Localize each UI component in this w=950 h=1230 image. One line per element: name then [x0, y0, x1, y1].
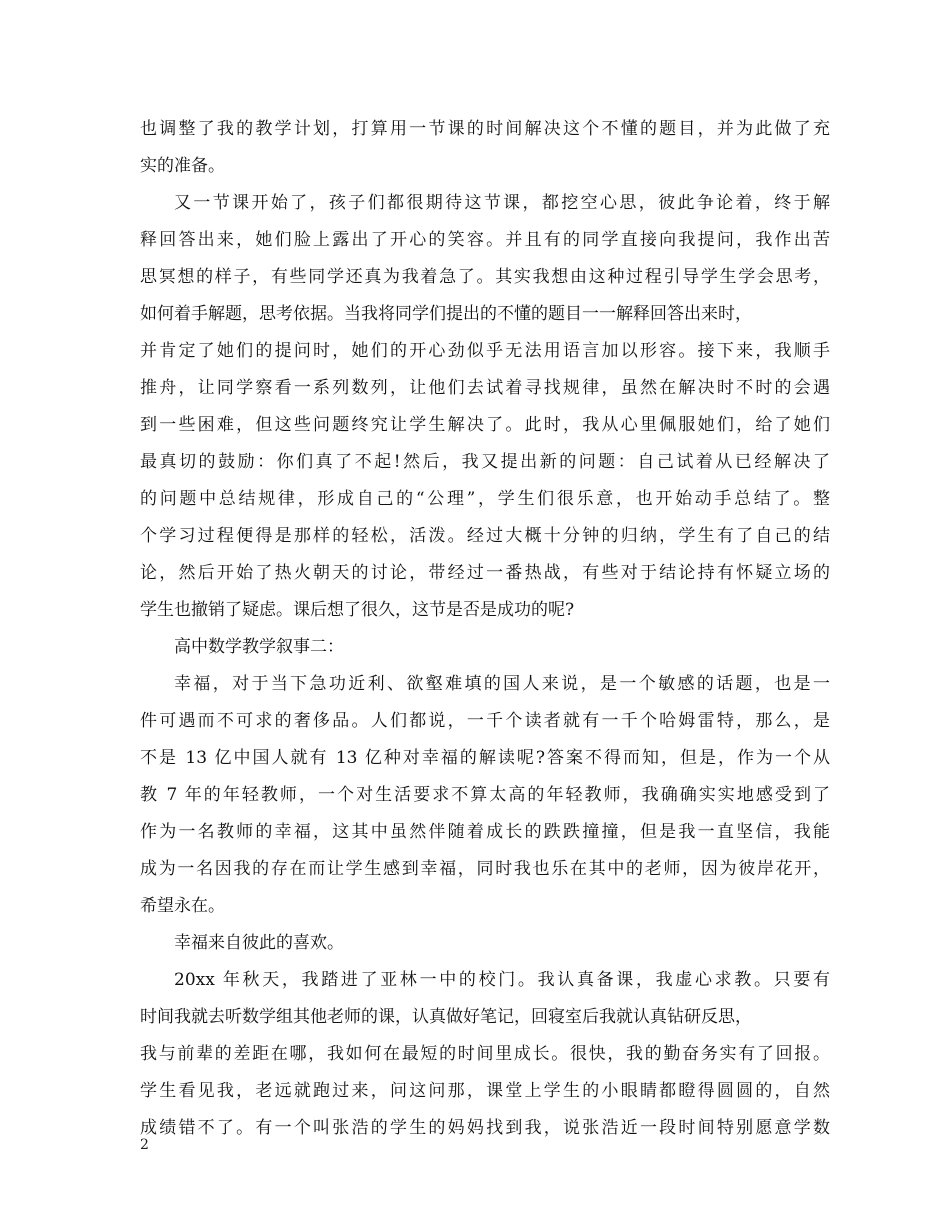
- text-line: 并肯定了她们的提问时，她们的开心劲似乎无法用语言加以形容。接下来，我顺手: [140, 341, 830, 361]
- text-line: 的问题中总结规律，形成自己的“公理”，学生们很乐意，也开始动手总结了。整: [140, 489, 830, 509]
- text-line: 幸福来自彼此的喜欢。: [174, 933, 344, 953]
- section-heading: 高中数学教学叙事二：: [174, 637, 344, 657]
- text-line: 实的准备。: [140, 156, 225, 176]
- text-line: 个学习过程便得是那样的轻松，活泼。经过大概十分钟的归纳，学生有了自己的结: [140, 526, 830, 546]
- text-line: 又一节课开始了，孩子们都很期待这节课，都挖空心思，彼此争论着，终于解: [174, 193, 830, 213]
- text-line: 作为一名教师的幸福，这其中虽然伴随着成长的跌跌撞撞，但是我一直坚信，我能: [140, 822, 830, 842]
- text-line: 到一些困难，但这些问题终究让学生解决了。此时，我从心里佩服她们，给了她们: [140, 415, 830, 435]
- text-line: 教 7 年的年轻教师，一个对生活要求不算太高的年轻教师，我确确实实地感受到了: [140, 785, 830, 805]
- text-line: 推舟，让同学察看一系列数列，让他们去试着寻找规律，虽然在解决时不时的会遇: [140, 378, 830, 398]
- text-line: 件可遇而不可求的奢侈品。人们都说，一千个读者就有一千个哈姆雷特，那么，是: [140, 711, 830, 731]
- text-line: 最真切的鼓励：你们真了不起!然后，我又提出新的问题：自己试着从已经解决了: [140, 452, 830, 472]
- text-line: 我与前辈的差距在哪，我如何在最短的时间里成长。很快，我的勤奋务实有了回报。: [140, 1044, 830, 1064]
- page-number: 2: [140, 1137, 149, 1153]
- text-line: 释回答出来，她们脸上露出了开心的笑容。并且有的同学直接向我提问，我作出苦: [140, 230, 830, 250]
- body-text: [140, 111, 830, 1147]
- text-line: 也调整了我的教学计划，打算用一节课的时间解决这个不懂的题目，并为此做了充: [140, 119, 830, 139]
- text-line: 20xx 年秋天，我踏进了亚林一中的校门。我认真备课，我虚心求教。只要有: [174, 970, 830, 990]
- text-line: 思冥想的样子，有些同学还真为我着急了。其实我想由这种过程引导学生学会思考，: [140, 267, 830, 287]
- text-line: 学生也撤销了疑虑。课后想了很久，这节是否是成功的呢?: [140, 600, 575, 620]
- text-line: 论，然后开始了热火朝天的讨论，带经过一番热战，有些对于结论持有怀疑立场的: [140, 563, 830, 583]
- text-line: 学生看见我，老远就跑过来，问这问那，课堂上学生的小眼睛都瞪得圆圆的，自然: [140, 1081, 830, 1101]
- text-line: 时间我就去听数学组其他老师的课，认真做好笔记，回寝室后我就认真钻研反思，: [140, 1007, 752, 1027]
- text-line: 不是 13 亿中国人就有 13 亿种对幸福的解读呢?答案不得而知，但是，作为一个从: [140, 748, 830, 768]
- text-line: 希望永在。: [140, 896, 225, 916]
- text-line: 幸福，对于当下急功近利、欲壑难填的国人来说，是一个敏感的话题，也是一: [174, 674, 830, 694]
- text-line: 成为一名因我的存在而让学生感到幸福，同时我也乐在其中的老师，因为彼岸花开，: [140, 859, 830, 879]
- text-line: 如何着手解题，思考依据。当我将同学们提出的不懂的题目一一解释回答出来时，: [140, 304, 752, 324]
- text-line: 成绩错不了。有一个叫张浩的学生的妈妈找到我，说张浩近一段时间特别愿意学数: [140, 1118, 830, 1138]
